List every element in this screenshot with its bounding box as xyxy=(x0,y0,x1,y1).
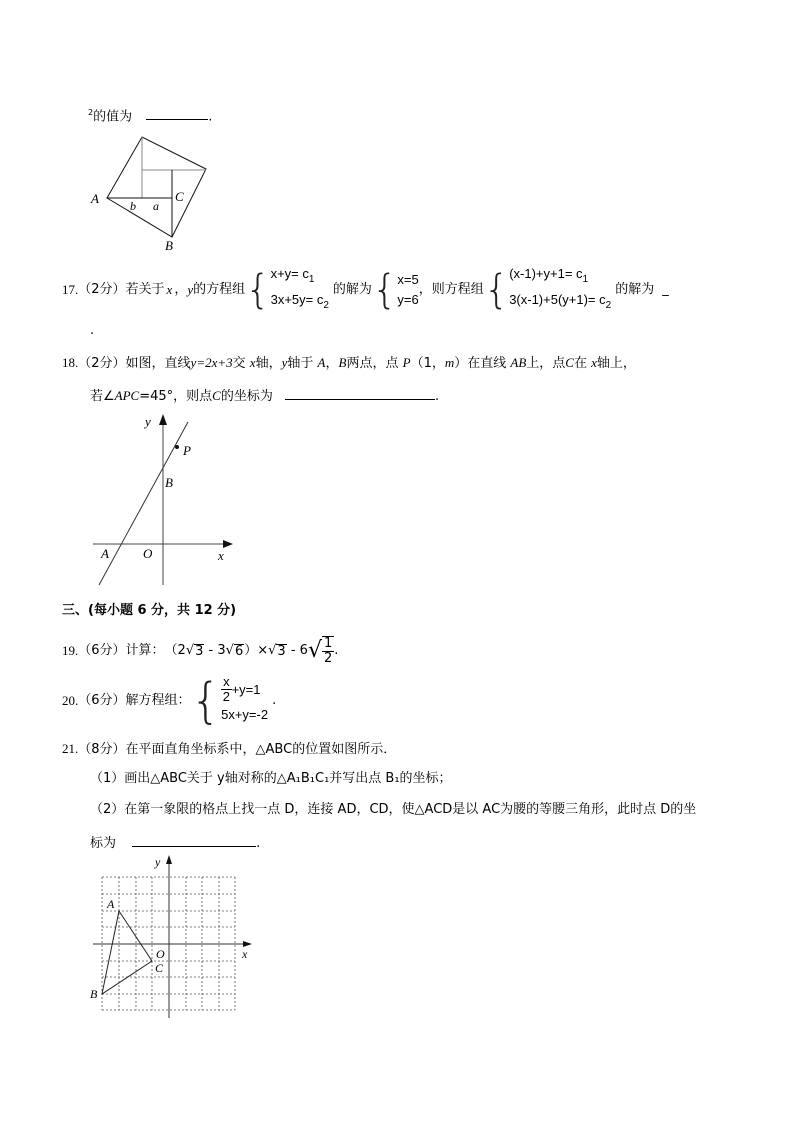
svg-text:B: B xyxy=(165,475,173,490)
q17-equation-system-2: { $(x-1)+y+1= c_1$ $3(x-1)+5(y+1)= c_2$ xyxy=(483,266,612,313)
question-17: 17. （2分） 若关于 x ， y 的方程组 { $x+y= c_1$ $3x+5y= c_2$ 的解为 { x=5 y=6 ，则方程组 { $(x-1)+y+1= c_1$ $3(x-1)+5(y+1)= c_2$ 的解为 _ xyxy=(62,264,669,316)
svg-text:A: A xyxy=(101,546,109,561)
fraction-one-half: $\frac{1}{2}$ xyxy=(323,636,333,666)
svg-text:C: C xyxy=(155,961,164,975)
q16-superscript: 2 xyxy=(88,108,94,117)
svg-text:O: O xyxy=(143,546,153,561)
question-21-part-2-cont: 标为 . xyxy=(90,832,260,853)
svg-text:P: P xyxy=(183,443,191,458)
sqrt-symbol: √ xyxy=(185,643,195,658)
q18-answer-blank[interactable] xyxy=(285,385,435,400)
q16-tail-text: 的值为 xyxy=(93,109,133,125)
sqrt-symbol: √ xyxy=(225,643,234,658)
fig-label-C: C xyxy=(175,189,184,204)
fig-label-a: a xyxy=(153,199,159,213)
svg-text:x: x xyxy=(242,947,248,961)
q20-equation-system: { $\frac{x}{2}$ +y=1 5x+y=-2 xyxy=(190,672,269,729)
q21-answer-blank[interactable] xyxy=(132,832,256,847)
question-21-intro: 21.（8分）在平面直角坐标系中，△ABC的位置如图所示． xyxy=(62,741,397,757)
sqrt-symbol: √ xyxy=(307,638,322,663)
q18-line-graph-figure xyxy=(85,410,235,588)
svg-text:y: y xyxy=(145,414,151,429)
svg-text:A: A xyxy=(107,897,115,911)
fig-label-A: A xyxy=(91,191,99,206)
sqrt-symbol: √ xyxy=(268,643,277,658)
fig-label-B: B xyxy=(165,238,173,253)
svg-text:y: y xyxy=(155,855,161,869)
question-20: 20. （6分） 解方程组： { $\frac{x}{2}$ +y=1 5x+y=-2 . xyxy=(62,672,277,729)
q17-solution-system: { x=5 y=6 xyxy=(371,267,419,313)
svg-text:O: O xyxy=(156,947,165,961)
section-3-heading: 三、(每小题 6 分，共 12 分) xyxy=(62,603,237,618)
q17-score: （2分） xyxy=(78,282,126,297)
question-21-part-1: （1）画出△ABC关于 y轴对称的△A₁B₁C₁并写出点 B₁的坐标； xyxy=(90,771,452,786)
question-21-part-2: （2）在第一象限的格点上找一点 D，连接 AD，CD，使△ACD是以 AC为腰的等腰三角形，此时点 D的坐 xyxy=(90,802,697,817)
q16-tail: $^2$的值为 . xyxy=(88,104,212,126)
q17-equation-system-1: { $x+y= c_1$ $3x+5y= c_2$ xyxy=(245,266,329,313)
svg-text:B: B xyxy=(90,987,98,1001)
q16-pythagoras-figure xyxy=(85,128,220,253)
question-18-line-1: 18.（2分）如图，直线y=2x+3交 x轴，y轴于 A，B两点，点 P（1，m）在直线 AB上，点C在 x轴上， xyxy=(62,355,636,371)
q16-answer-blank[interactable] xyxy=(146,105,208,120)
q21-coordinate-grid-figure xyxy=(85,850,265,1025)
q17-answer-blank[interactable]: _ xyxy=(662,282,669,297)
q17-number: 17. xyxy=(62,282,79,297)
q17-period: . xyxy=(90,323,95,338)
question-19: 19. （6分） 计算： （2 √ 3 - 3 √ 6 ）× √ 3 - 6 √ $\frac{1}{2}$ . xyxy=(62,636,339,666)
fig-label-b: b xyxy=(130,199,136,213)
svg-text:x: x xyxy=(218,548,224,563)
question-18-line-2: 若∠APC=45°，则点C的坐标为 . xyxy=(90,385,439,406)
